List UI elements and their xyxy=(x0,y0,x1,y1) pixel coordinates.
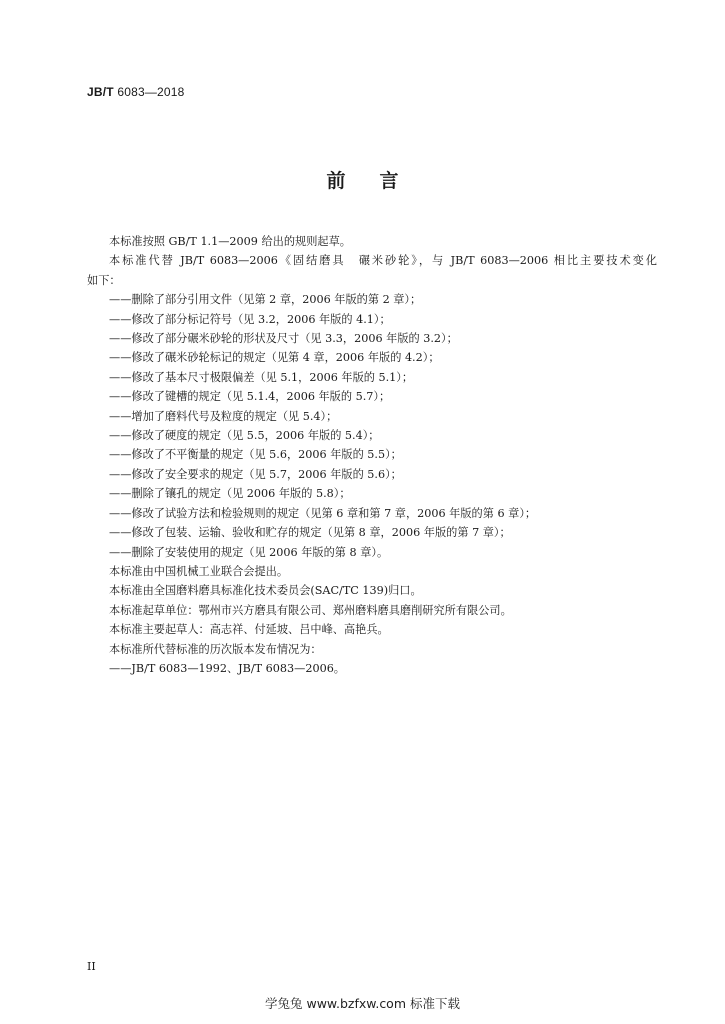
paragraph-drafting-rules: 本标准按照 GB/T 1.1—2009 给出的规则起草。 xyxy=(109,235,351,248)
change-item: ——删除了安装使用的规定（见 2006 年版的第 8 章）。 xyxy=(109,545,389,559)
change-item: ——增加了磨料代号及粒度的规定（见 5.4）； xyxy=(109,409,338,423)
history-item: ——JB/T 6083—1992、JB/T 6083—2006。 xyxy=(109,661,345,675)
change-item: ——修改了键槽的规定（见 5.1.4，2006 年版的 5.7）； xyxy=(109,390,391,404)
paragraph-committee: 本标准由全国磨料磨具标准化技术委员会(SAC/TC 139)归口。 xyxy=(109,584,422,598)
change-item: ——修改了部分碾米砂轮的形状及尺寸（见 3.3，2006 年版的 3.2）； xyxy=(109,332,458,346)
paragraph-history-intro: 本标准所代替标准的历次版本发布情况为： xyxy=(109,642,322,656)
standard-prefix: JB/T xyxy=(87,85,114,99)
change-item: ——删除了部分引用文件（见第 2 章，2006 年版的第 2 章）； xyxy=(109,293,422,307)
standard-code xyxy=(87,85,185,99)
paragraph-proposer: 本标准由中国机械工业联合会提出。 xyxy=(109,564,289,578)
watermark-text: 学兔兔 www.bzfxw.com 标准下载 xyxy=(265,996,460,1011)
change-item: ——修改了基本尺寸极限偏差（见 5.1，2006 年版的 5.1）； xyxy=(109,370,414,384)
change-item: ——删除了镶孔的规定（见 2006 年版的 5.8）； xyxy=(109,487,351,501)
change-item: ——修改了试验方法和检验规则的规定（见第 6 章和第 7 章，2006 年版的第 6 章）； xyxy=(109,506,537,520)
standard-number: 6083—2018 xyxy=(113,85,185,99)
paragraph-replacement-line1: 本标准代替 JB/T 6083—2006《固结磨具 碾米砂轮》，与 JB/T 6083—2006 相比主要技术变化 xyxy=(109,254,657,268)
page-title: 前言 xyxy=(326,170,433,192)
foreword-body xyxy=(87,232,657,678)
change-item: ——修改了碾米砂轮标记的规定（见第 4 章，2006 年版的 4.2）； xyxy=(109,351,440,365)
page-number: II xyxy=(87,960,96,973)
change-item: ——修改了硬度的规定（见 5.5，2006 年版的 5.4）； xyxy=(109,429,380,443)
change-item: ——修改了不平衡量的规定（见 5.6，2006 年版的 5.5）； xyxy=(109,448,402,462)
change-item: ——修改了安全要求的规定（见 5.7，2006 年版的 5.6）； xyxy=(109,467,402,481)
paragraph-replacement-line2: 如下： xyxy=(87,273,121,287)
paragraph-drafting-units: 本标准起草单位：鄂州市兴方磨具有限公司、郑州磨料磨具磨削研究所有限公司。 xyxy=(109,603,512,617)
change-item: ——修改了包装、运输、验收和贮存的规定（见第 8 章，2006 年版的第 7 章）； xyxy=(109,526,511,540)
paragraph-drafters: 本标准主要起草人：高志祥、付延坡、吕中峰、高艳兵。 xyxy=(109,623,389,637)
change-item: ——修改了部分标记符号（见 3.2，2006 年版的 4.1）； xyxy=(109,312,391,326)
